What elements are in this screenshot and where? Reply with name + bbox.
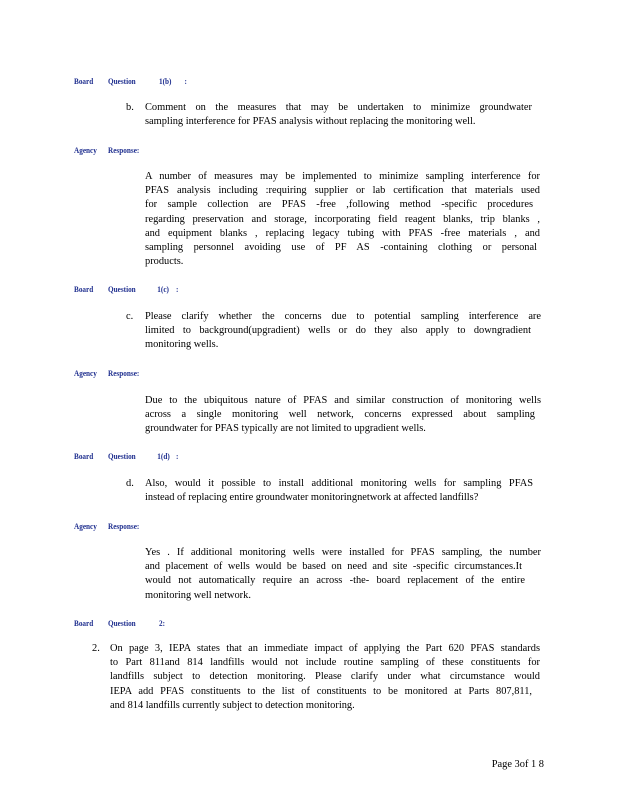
board-question-heading	[74, 76, 193, 88]
question-number: 2:	[159, 618, 166, 628]
response-text	[145, 394, 541, 437]
question-line: Also, would it possible to install additional monitoring wells for sampling PFAS	[145, 478, 533, 489]
question-line: instead of replacing entire groundwater monitoringnetwork at affected landfills?	[145, 492, 479, 504]
agency-label: Agency	[74, 521, 97, 531]
response-line: for sample collection are PFAS -free ,following method -specific procedures	[145, 199, 533, 211]
response-text	[145, 546, 541, 603]
board-question-heading	[74, 618, 193, 630]
question-line: IEPA add PFAS constituents to the list of constituents to be monitored at Parts 807,811,	[110, 685, 532, 697]
response-line: products.	[145, 256, 184, 268]
heading-colon: :	[176, 451, 179, 461]
board-label: Board	[74, 618, 94, 628]
response-line: Yes . If additional monitoring wells were installed for PFAS sampling, the number	[145, 547, 541, 558]
question-label: Question	[108, 618, 136, 628]
question-number: 1(d)	[157, 451, 170, 461]
question-number: 1(b)	[159, 76, 172, 86]
question-line: monitoring wells.	[145, 339, 219, 351]
response-line: across a single monitoring well network, concerns expressed about sampling	[145, 409, 535, 421]
response-line: groundwater for PFAS typically are not limited to upgradient wells.	[145, 423, 426, 435]
item-marker: d.	[126, 478, 134, 489]
response-line: and equipment blanks , replacing legacy tubing with PFAS -free materials , and	[145, 227, 540, 239]
question-line: and 814 landfills currently subject to detection monitoring.	[110, 699, 355, 711]
response-line: and placement of wells would be based on need and site -specific circumstances.It	[145, 561, 522, 573]
item-marker: c.	[126, 311, 134, 322]
question-line: landfills subject to detection monitoring. Please clarify under what circumstance would	[110, 671, 540, 683]
heading-colon: :	[184, 76, 187, 86]
response-line: PFAS analysis including :requiring supplier or lab certification that materials used	[145, 185, 540, 197]
question-line: Please clarify whether the concerns due to potential sampling interference are	[145, 311, 541, 322]
question-text	[145, 101, 532, 129]
question-number: 1(c)	[157, 284, 169, 294]
item-marker: 2.	[92, 643, 100, 654]
question-line: sampling interference for PFAS analysis without replacing the monitoring well.	[145, 116, 476, 128]
response-label: Response:	[108, 521, 140, 531]
agency-response-heading	[74, 521, 159, 533]
board-question-heading	[74, 284, 193, 296]
response-label: Response:	[108, 145, 140, 155]
board-question-heading	[74, 451, 193, 463]
response-label: Response:	[108, 368, 140, 378]
item-marker: b.	[126, 102, 134, 113]
board-label: Board	[74, 451, 94, 461]
response-line: regarding preservation and storage, incorporating field reagent blanks, trip blanks ,	[145, 213, 540, 225]
board-label: Board	[74, 284, 94, 294]
response-line: A number of measures may be implemented to minimize sampling interference for	[145, 171, 540, 182]
question-line: Comment on the measures that may be undertaken to minimize groundwater	[145, 102, 532, 113]
response-line: Due to the ubiquitous nature of PFAS and similar construction of monitoring wells	[145, 395, 541, 406]
question-line: On page 3, IEPA states that an immediate impact of applying the Part 620 PFAS standards	[110, 643, 540, 654]
question-text	[145, 477, 533, 505]
heading-colon: :	[176, 284, 179, 294]
question-text	[145, 310, 541, 353]
question-label: Question	[108, 451, 136, 461]
page-number: Page 3of 1 8	[491, 759, 544, 770]
agency-response-heading	[74, 145, 159, 157]
question-label: Question	[108, 284, 136, 294]
question-line: to Part 811and 814 landfills would not include routine sampling of these constituents for	[110, 657, 540, 669]
board-label: Board	[74, 76, 94, 86]
response-text	[145, 170, 540, 269]
response-line: would not automatically require an across -the- board replacement of the entire	[145, 575, 525, 587]
agency-label: Agency	[74, 145, 97, 155]
question-line: limited to background(upgradient) wells or do they also apply to downgradient	[145, 325, 531, 337]
question-label: Question	[108, 76, 136, 86]
question-text	[110, 642, 540, 713]
agency-label: Agency	[74, 368, 97, 378]
response-line: sampling personnel avoiding use of PF AS -containing clothing or personal	[145, 242, 537, 254]
agency-response-heading	[74, 368, 159, 380]
response-line: monitoring well network.	[145, 589, 251, 601]
